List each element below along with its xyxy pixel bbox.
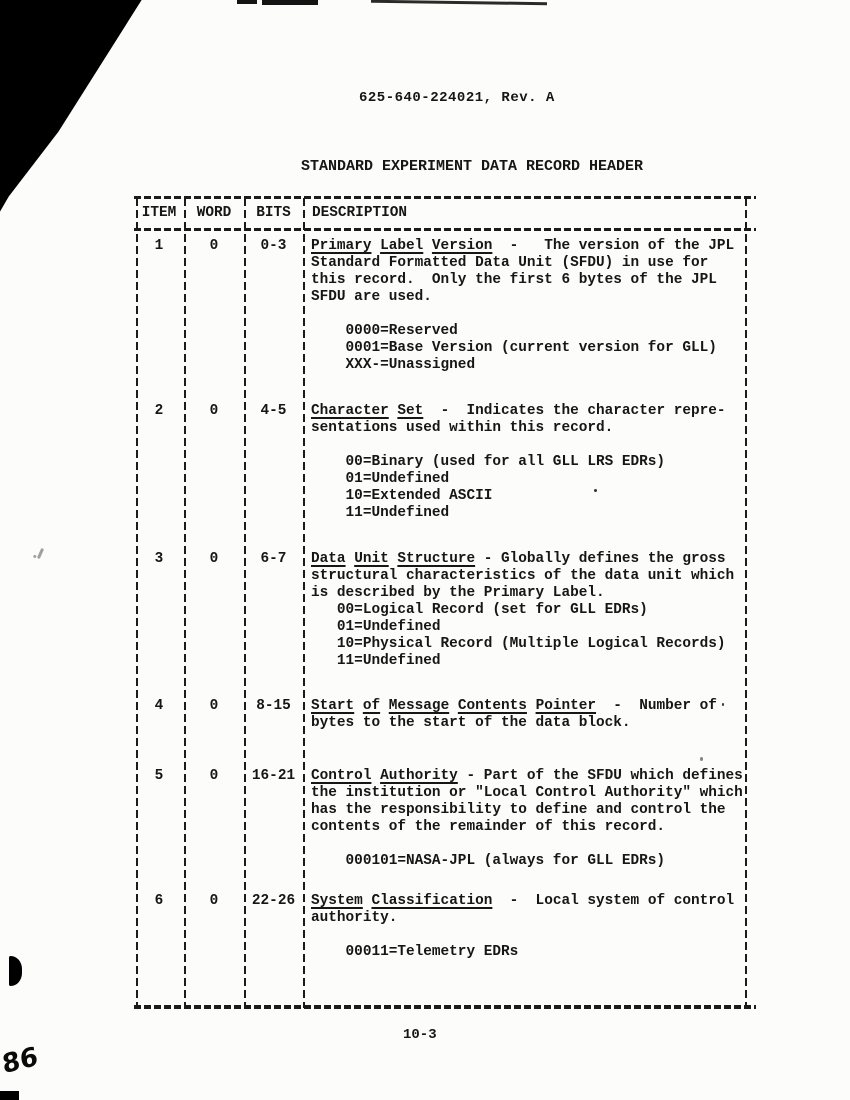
table-row	[134, 238, 756, 374]
table-row	[134, 893, 756, 961]
cell-item: 5	[154, 768, 164, 784]
desc-rest: - Globally defines the gross	[475, 551, 726, 567]
desc-line: is described by the Primary Label.	[311, 585, 605, 601]
cell-word: 0	[209, 551, 219, 567]
desc-lines	[311, 568, 754, 670]
desc-first-line	[311, 698, 754, 715]
desc-line: 11=Undefined	[311, 505, 450, 521]
scan-streak	[237, 0, 257, 4]
desc-line: has the responsibility to define and control the	[311, 802, 726, 818]
desc-lines	[311, 785, 754, 870]
cell-item: 3	[154, 551, 164, 567]
desc-rest: - Local system of control	[492, 893, 735, 909]
table-row	[134, 698, 756, 732]
desc-title: Character Set	[311, 403, 424, 419]
column-header-word: WORD	[196, 205, 232, 221]
desc-lines	[311, 420, 754, 522]
table-header-separator	[134, 228, 756, 231]
desc-first-line	[311, 551, 754, 568]
scan-mark	[37, 548, 44, 559]
desc-rest: - Part of the SFDU which defines	[457, 768, 743, 784]
column-header-description: DESCRIPTION	[312, 205, 407, 221]
desc-line: this record. Only the first 6 bytes of the JPL	[311, 272, 717, 288]
cell-bits: 0-3	[260, 238, 287, 254]
desc-line: Standard Formatted Data Unit (SFDU) in use for	[311, 255, 709, 271]
desc-line: 0001=Base Version (current version for GLL)	[311, 340, 717, 356]
desc-line: authority.	[311, 910, 398, 926]
cell-word: 0	[209, 698, 219, 714]
desc-rest: - Indicates the character repre-	[423, 403, 726, 419]
desc-title: Primary Label Version	[311, 238, 493, 254]
table-body	[134, 238, 756, 961]
desc-line: sentations used within this record.	[311, 420, 614, 436]
desc-line: 00011=Telemetry EDRs	[311, 944, 519, 960]
scan-corner-artifact	[0, 0, 146, 216]
desc-title: Control Authority	[311, 768, 458, 784]
cell-item: 1	[154, 238, 164, 254]
desc-rest: - Number of	[596, 698, 717, 714]
scan-streak	[371, 0, 547, 5]
cell-item: 6	[154, 893, 164, 909]
desc-line: bytes to the start of the data block.	[311, 715, 631, 731]
table-row	[134, 403, 756, 522]
record-header-table	[134, 196, 756, 1012]
desc-line	[311, 437, 754, 454]
desc-line: SFDU are used.	[311, 289, 432, 305]
cell-description	[303, 551, 756, 670]
desc-title: System Classification	[311, 893, 493, 909]
desc-line: 01=Undefined	[311, 471, 450, 487]
cell-item: 2	[154, 403, 164, 419]
desc-line: contents of the remainder of this record.	[311, 819, 666, 835]
desc-line: 000101=NASA-JPL (always for GLL EDRs)	[311, 853, 666, 869]
desc-line	[311, 836, 754, 853]
desc-first-line	[311, 768, 754, 785]
cell-word: 0	[209, 403, 219, 419]
cell-word: 0	[209, 238, 219, 254]
desc-line	[311, 927, 754, 944]
scan-corner-bar	[0, 1091, 19, 1100]
page-title: STANDARD EXPERIMENT DATA RECORD HEADER	[301, 158, 644, 175]
desc-lines	[311, 255, 754, 374]
desc-lines	[311, 910, 754, 961]
desc-line: 00=Logical Record (set for GLL EDRs)	[311, 602, 648, 618]
desc-line: 01=Undefined	[311, 619, 441, 635]
cell-bits: 6-7	[260, 551, 287, 567]
desc-line: 0000=Reserved	[311, 323, 458, 339]
cell-description	[303, 403, 756, 522]
cell-bits: 22-26	[251, 893, 296, 909]
cell-word: 0	[209, 893, 219, 909]
scan-blob	[9, 956, 22, 986]
table-row	[134, 551, 756, 670]
page-number: 10-3	[403, 1027, 437, 1043]
table-header-row	[134, 205, 756, 221]
desc-line: 00=Binary (used for all GLL LRS EDRs)	[311, 454, 666, 470]
desc-line: 11=Undefined	[311, 653, 441, 669]
scan-streak	[262, 0, 318, 5]
desc-rest: - The version of the JPL	[492, 238, 735, 254]
table-bottom-border	[134, 1005, 756, 1009]
desc-line: 10=Physical Record (Multiple Logical Records)	[311, 636, 726, 652]
column-header-bits: BITS	[256, 205, 291, 221]
cell-item: 4	[154, 698, 164, 714]
desc-line: 10=Extended ASCII	[311, 488, 493, 504]
desc-title: Start of Message Contents Pointer	[311, 698, 597, 714]
cell-bits: 16-21	[251, 768, 296, 784]
cell-description	[303, 698, 756, 732]
desc-line: XXX-=Unassigned	[311, 357, 476, 373]
desc-line	[311, 306, 754, 323]
cell-description	[303, 238, 756, 374]
doc-number: 625-640-224021, Rev. A	[359, 90, 555, 106]
desc-first-line	[311, 893, 754, 910]
handwritten-note: 86	[0, 1041, 40, 1081]
cell-word: 0	[209, 768, 219, 784]
cell-bits: 8-15	[256, 698, 291, 714]
cell-description	[303, 768, 756, 870]
cell-bits: 4-5	[260, 403, 287, 419]
column-header-item: ITEM	[141, 205, 177, 221]
table-row	[134, 768, 756, 870]
desc-first-line	[311, 238, 754, 255]
desc-line: structural characteristics of the data unit which	[311, 568, 735, 584]
table-top-border	[134, 196, 756, 199]
desc-lines	[311, 715, 754, 732]
desc-line: the institution or "Local Control Authority" which	[311, 785, 743, 801]
cell-description	[303, 893, 756, 961]
desc-first-line	[311, 403, 754, 420]
desc-title: Data Unit Structure	[311, 551, 476, 567]
